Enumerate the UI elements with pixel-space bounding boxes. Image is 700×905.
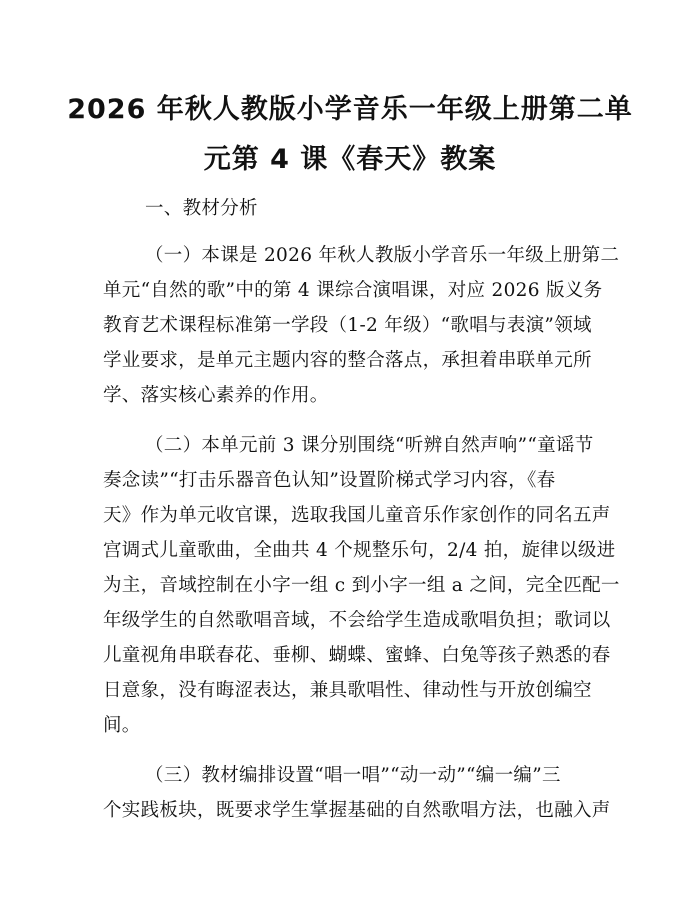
paragraph-3-line-1: （三）教材编排设置“唱一唱”“动一动”“编一编”三 <box>145 765 561 786</box>
paragraph-2-line-1: （二）本单元前 3 课分别围绕“听辨自然声响”“童谣节 <box>145 435 594 456</box>
paragraph-2-line-9: 间。 <box>103 715 141 736</box>
paragraph-2-line-2: 奏念读”“打击乐器音色认知”设置阶梯式学习内容，《春 <box>103 470 556 491</box>
paragraph-1-line-2: 单元“自然的歌”中的第 4 课综合演唱课，对应 2026 版义务 <box>103 280 603 301</box>
document-title-line-1: 2026 年秋人教版小学音乐一年级上册第二单 <box>67 94 633 125</box>
paragraph-2-line-7: 儿童视角串联春花、垂柳、蝴蝶、蜜蜂、白兔等孩子熟悉的春 <box>103 645 611 666</box>
paragraph-1-line-4: 学业要求，是单元主题内容的整合落点，承担着串联单元所 <box>103 350 592 371</box>
paragraph-3-line-2: 个实践板块，既要求学生掌握基础的自然歌唱方法，也融入声 <box>103 800 611 821</box>
paragraph-2-line-8: 日意象，没有晦涩表达，兼具歌唱性、律动性与开放创编空 <box>103 680 592 701</box>
paragraph-2-line-5: 为主，音域控制在小字一组 c 到小字一组 a 之间，完全匹配一 <box>103 575 620 596</box>
paragraph-1-line-3: 教育艺术课程标准第一学段（1-2 年级）“歌唱与表演”领域 <box>103 315 592 336</box>
paragraph-1-line-1: （一）本课是 2026 年秋人教版小学音乐一年级上册第二 <box>145 245 620 266</box>
paragraph-2-line-6: 年级学生的自然歌唱音域，不会给学生造成歌唱负担；歌词以 <box>103 610 611 631</box>
document-title-line-2: 元第 4 课《春天》教案 <box>203 144 497 175</box>
paragraph-2-line-4: 宫调式儿童歌曲，全曲共 4 个规整乐句，2/4 拍，旋律以级进 <box>103 540 616 561</box>
paragraph-2-line-3: 天》作为单元收官课，选取我国儿童音乐作家创作的同名五声 <box>103 505 611 526</box>
paragraph-1-line-5: 学、落实核心素养的作用。 <box>103 385 329 406</box>
section-heading: 一、教材分析 <box>145 198 258 219</box>
